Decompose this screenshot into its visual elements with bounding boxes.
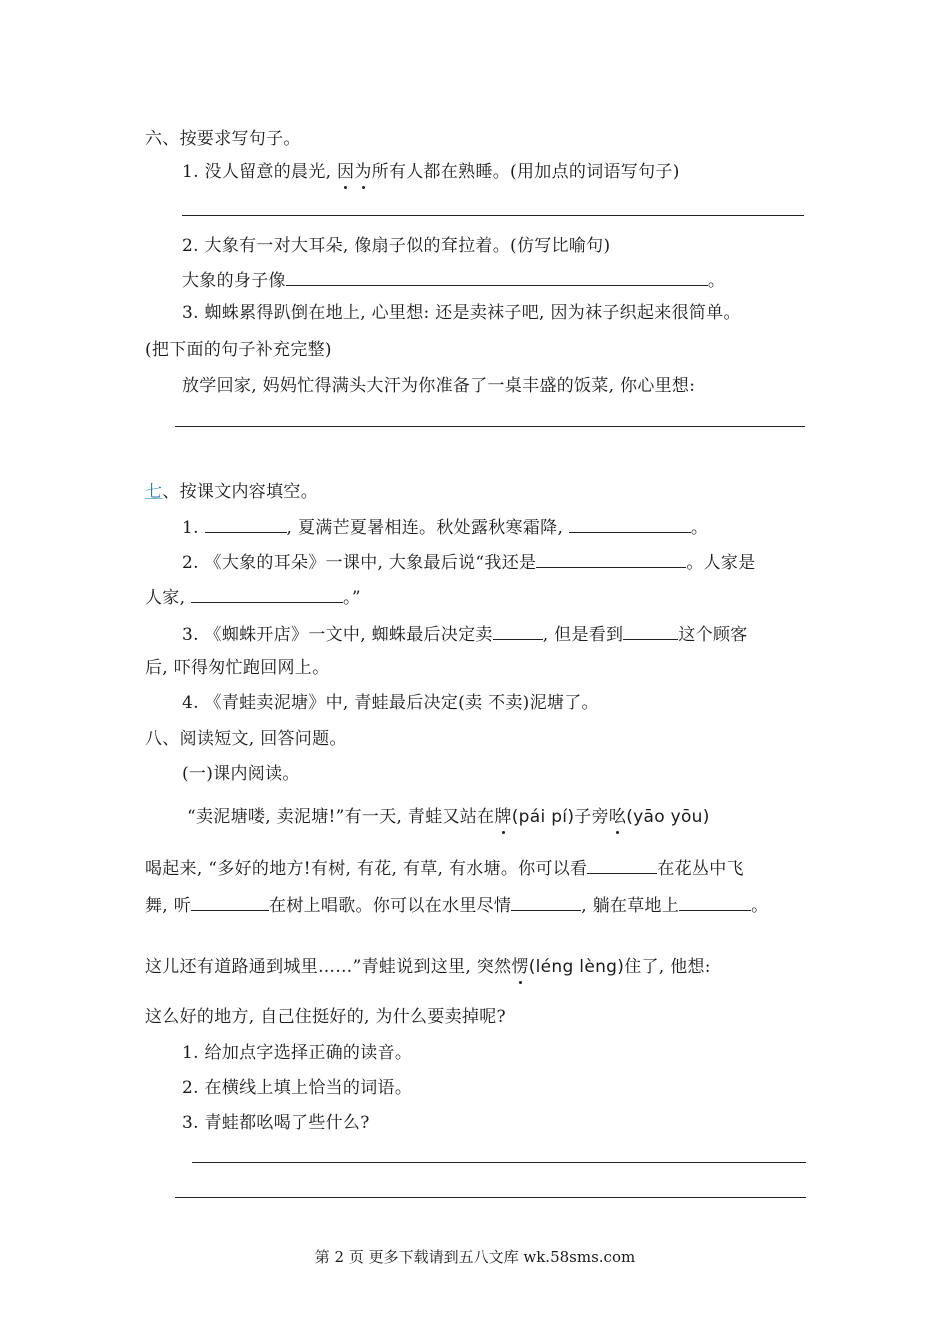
s8-passage-line-5: 这么好的地方, 自己住挺好的, 为什么要卖掉呢? (145, 1007, 506, 1027)
s8-p3-text-c: , 躺在草地上 (581, 896, 680, 916)
s8-q3-answer-line-2[interactable] (175, 1197, 806, 1198)
s7-q3-blank-2[interactable] (623, 622, 678, 640)
s8-passage-line-4 (145, 956, 711, 978)
s7-q2-text-c: 人家, (145, 588, 192, 608)
s7-q1-blank-2[interactable] (569, 515, 691, 533)
s6-q2-end: 。 (707, 271, 726, 291)
s8-passage-line-1 (187, 806, 710, 828)
s6-question-3: 3. 蜘蛛累得趴倒在地上, 心里想: 还是卖袜子吧, 因为袜子织起来很简单。 (182, 303, 741, 323)
s8-p2-text-a: 喝起来, “多好的地方!有树, 有花, 有草, 有水塘。你可以看 (145, 859, 588, 879)
s6-q1-dotted-char-1: 因 (337, 162, 355, 182)
s6-q1-text-b: 所有人都在熟睡。(用加点的词语写句子) (371, 162, 680, 182)
s8-question-3: 3. 青蛙都吆喝了些什么? (182, 1113, 370, 1133)
s7-question-2 (182, 550, 756, 574)
s7-question-4: 4. 《青蛙卖泥塘》中, 青蛙最后决定(卖 不卖)泥塘了。 (182, 693, 599, 713)
s6-q1-text-a: 1. 没人留意的晨光, (182, 162, 338, 182)
section-8-heading: 八、阅读短文, 回答问题。 (145, 729, 347, 749)
s7-question-1 (182, 515, 708, 539)
s7-q2-blank-1[interactable] (536, 550, 686, 568)
s7-q3-blank-1[interactable] (493, 622, 543, 640)
s7-q3-text-a: 3. 《蜘蛛开店》一文中, 蜘蛛最后决定卖 (182, 625, 493, 645)
s6-question-2: 2. 大象有一对大耳朵, 像扇子似的耷拉着。(仿写比喻句) (182, 236, 611, 256)
s8-p3-text-b: 在树上唱歌。你可以在水里尽情 (269, 896, 512, 916)
s8-p3-blank-1[interactable] (191, 893, 269, 911)
s8-p2-text-b: 在花丛中飞 (657, 859, 744, 879)
s7-q2-end: 。” (343, 588, 361, 608)
s8-p2-blank[interactable] (587, 856, 657, 874)
s8-passage-line-3 (145, 893, 768, 917)
s7-question-3-cont: 后, 吓得匆忙跑回网上。 (145, 658, 330, 678)
section-7-heading (145, 481, 318, 503)
s8-question-1: 1. 给加点字选择正确的读音。 (182, 1043, 413, 1063)
s6-q3-answer-line[interactable] (175, 426, 805, 427)
s8-passage-line-2 (145, 856, 744, 880)
s6-question-1 (182, 161, 680, 183)
s7-q3-text-b: , 但是看到 (542, 625, 624, 645)
s8-pinyin-options-2[interactable]: (yāo yōu) (626, 807, 710, 827)
section-6-heading: 六、按要求写句子。 (145, 129, 301, 149)
s7-q1-num: 1. (182, 518, 205, 538)
s7-q1-blank-1[interactable] (205, 515, 287, 533)
s7-q1-end: 。 (690, 518, 709, 538)
s6-q3-prompt: 放学回家, 妈妈忙得满头大汗为你准备了一桌丰盛的饭菜, 你心里想: (182, 376, 696, 396)
s7-heading-number: 七 (145, 482, 163, 502)
s7-q2-text-a: 2. 《大象的耳朵》一课中, 大象最后说“我还是 (182, 553, 537, 573)
s6-q1-answer-line[interactable] (182, 215, 804, 216)
s8-question-2: 2. 在横线上填上恰当的词语。 (182, 1078, 413, 1098)
s7-q2-blank-2[interactable] (191, 585, 343, 603)
s8-q3-answer-line-1[interactable] (192, 1162, 806, 1163)
s8-p3-blank-3[interactable] (679, 893, 751, 911)
s7-q1-text: , 夏满芒夏暑相连。秋处露秋寒霜降, (286, 518, 569, 538)
s7-heading-text: 、按课文内容填空。 (162, 482, 319, 502)
s7-question-2-cont (145, 585, 361, 609)
s8-p1-text-a: “卖泥塘喽, 卖泥塘!”有一天, 青蛙又站在 (187, 807, 495, 827)
s7-question-3 (182, 622, 748, 646)
s8-subheading: (一)课内阅读。 (182, 764, 300, 784)
s7-q2-text-b: 。人家是 (686, 553, 756, 573)
s8-p3-blank-2[interactable] (511, 893, 581, 911)
s6-q3-note: (把下面的句子补充完整) (145, 340, 332, 360)
s8-dotted-char-yao: 吆 (608, 807, 627, 827)
s6-q1-dotted-char-2: 为 (354, 162, 372, 182)
s8-p1-text-b: 子旁 (574, 807, 609, 827)
s8-dotted-char-leng: 愣 (511, 957, 529, 977)
s8-pinyin-options-3[interactable]: (léng lèng) (528, 957, 625, 977)
s8-p3-end: 。 (751, 896, 769, 916)
s8-p4-text-b: 住了, 他想: (624, 957, 711, 977)
s8-p3-text-a: 舞, 听 (145, 896, 192, 916)
s7-q3-text-c: 这个顾客 (678, 625, 748, 645)
s8-pinyin-options-1[interactable]: (pái pí) (511, 807, 575, 827)
s6-q2-prompt-line (182, 268, 725, 292)
s6-q2-blank[interactable] (286, 268, 708, 286)
s8-p4-text-a: 这儿还有道路通到城里……”青蛙说到这里, 突然 (145, 957, 512, 977)
s8-dotted-char-pai: 牌 (494, 807, 512, 827)
page-footer: 第 2 页 更多下载请到五八文库 wk.58sms.com (314, 1248, 636, 1266)
s6-q2-prompt: 大象的身子像 (182, 271, 286, 291)
